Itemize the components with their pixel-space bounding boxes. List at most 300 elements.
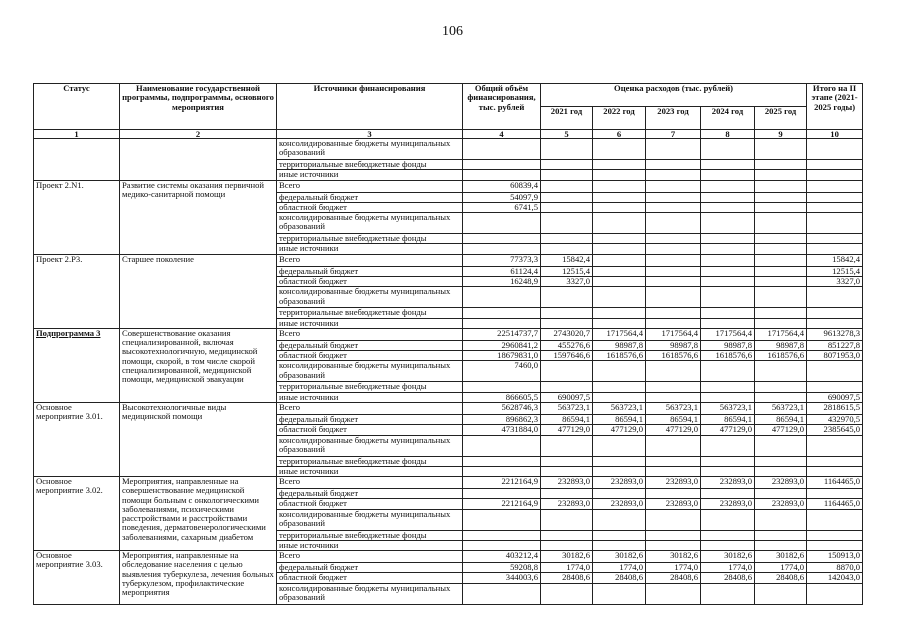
value-2025-cell: 28408,6	[755, 573, 807, 583]
funding-source-cell: федеральный бюджет	[277, 266, 463, 276]
value-2023-cell	[646, 361, 701, 382]
stage-total-cell	[807, 308, 863, 318]
value-2024-cell: 30182,6	[701, 551, 755, 563]
value-2021-cell	[541, 435, 593, 456]
total-cell: 344003,6	[463, 573, 541, 583]
value-2023-cell: 232893,0	[646, 477, 701, 489]
table-row	[34, 402, 863, 414]
value-2022-cell: 232893,0	[593, 499, 646, 509]
column-number: 9	[755, 130, 807, 139]
value-2025-cell	[755, 160, 807, 170]
value-2024-cell	[701, 509, 755, 530]
stage-total-cell	[807, 361, 863, 382]
value-2022-cell: 86594,1	[593, 414, 646, 424]
value-2024-cell: 232893,0	[701, 499, 755, 509]
value-2022-cell	[593, 308, 646, 318]
funding-source-cell: областной бюджет	[277, 351, 463, 361]
header-total: Общий объём финансирования, тыс. рублей	[463, 84, 541, 130]
total-cell: 7460,0	[463, 361, 541, 382]
value-2025-cell	[755, 266, 807, 276]
value-2023-cell	[646, 244, 701, 254]
program-name-cell: Совершенствование оказания специализированной, включая высокотехнологичную, медицинской помощи, скорой, в том числе скорой специализированной, медицинской помощи, медицинской эвакуации	[120, 328, 277, 402]
value-2025-cell	[755, 244, 807, 254]
stage-total-cell	[807, 213, 863, 234]
stage-total-cell: 690097,5	[807, 392, 863, 402]
funding-source-cell: областной бюджет	[277, 276, 463, 286]
stage-total-cell: 1164465,0	[807, 477, 863, 489]
total-cell	[463, 160, 541, 170]
value-2024-cell	[701, 456, 755, 466]
value-2021-cell: 477129,0	[541, 425, 593, 435]
stage-total-cell: 3327,0	[807, 276, 863, 286]
value-2023-cell	[646, 160, 701, 170]
stage-total-cell: 15842,4	[807, 254, 863, 266]
value-2025-cell: 86594,1	[755, 414, 807, 424]
value-2023-cell	[646, 382, 701, 392]
value-2023-cell: 563723,1	[646, 402, 701, 414]
total-cell	[463, 287, 541, 308]
value-2021-cell	[541, 139, 593, 160]
value-2025-cell	[755, 466, 807, 476]
funding-source-cell: иные источники	[277, 318, 463, 328]
total-cell: 54097,9	[463, 192, 541, 202]
header-2021: 2021 год	[541, 107, 593, 130]
column-number: 10	[807, 130, 863, 139]
funding-source-cell: консолидированные бюджеты муниципальных образований	[277, 435, 463, 456]
value-2022-cell	[593, 456, 646, 466]
value-2023-cell	[646, 392, 701, 402]
stage-total-cell	[807, 318, 863, 328]
total-cell: 61124,4	[463, 266, 541, 276]
value-2021-cell: 28408,6	[541, 573, 593, 583]
total-cell	[463, 435, 541, 456]
value-2021-cell	[541, 466, 593, 476]
value-2021-cell	[541, 540, 593, 550]
value-2025-cell	[755, 254, 807, 266]
value-2023-cell	[646, 456, 701, 466]
value-2025-cell	[755, 234, 807, 244]
value-2022-cell: 477129,0	[593, 425, 646, 435]
funding-source-cell: консолидированные бюджеты муниципальных образований	[277, 213, 463, 234]
total-cell	[463, 530, 541, 540]
value-2022-cell	[593, 234, 646, 244]
value-2022-cell: 232893,0	[593, 477, 646, 489]
stage-total-cell	[807, 139, 863, 160]
value-2023-cell	[646, 202, 701, 212]
stage-total-cell: 150913,0	[807, 551, 863, 563]
value-2023-cell	[646, 540, 701, 550]
value-2025-cell	[755, 192, 807, 202]
total-cell: 4731884,0	[463, 425, 541, 435]
value-2021-cell: 15842,4	[541, 254, 593, 266]
funding-source-cell: консолидированные бюджеты муниципальных образований	[277, 509, 463, 530]
value-2025-cell	[755, 213, 807, 234]
value-2023-cell	[646, 318, 701, 328]
value-2024-cell	[701, 489, 755, 499]
value-2023-cell	[646, 308, 701, 318]
stage-total-cell	[807, 160, 863, 170]
value-2022-cell	[593, 287, 646, 308]
total-cell: 60839,4	[463, 180, 541, 192]
funding-source-cell: областной бюджет	[277, 202, 463, 212]
value-2022-cell	[593, 160, 646, 170]
value-2024-cell: 98987,8	[701, 340, 755, 350]
value-2021-cell: 232893,0	[541, 477, 593, 489]
total-cell: 403212,4	[463, 551, 541, 563]
column-number: 2	[120, 130, 277, 139]
value-2023-cell	[646, 234, 701, 244]
value-2025-cell: 30182,6	[755, 551, 807, 563]
value-2021-cell: 563723,1	[541, 402, 593, 414]
stage-total-cell: 8071953,0	[807, 351, 863, 361]
stage-total-cell: 2818615,5	[807, 402, 863, 414]
value-2023-cell	[646, 530, 701, 540]
value-2021-cell	[541, 213, 593, 234]
stage-total-cell	[807, 435, 863, 456]
status-cell: Проект 2.N1.	[34, 180, 120, 254]
value-2022-cell: 28408,6	[593, 573, 646, 583]
value-2021-cell	[541, 361, 593, 382]
status-cell: Подпрограмма 3	[34, 328, 120, 402]
stage-total-cell	[807, 466, 863, 476]
value-2024-cell	[701, 234, 755, 244]
status-cell: Основное мероприятие 3.01.	[34, 402, 120, 476]
program-name-cell: Высокотехнологичные виды медицинской помощи	[120, 402, 277, 476]
value-2023-cell	[646, 489, 701, 499]
stage-total-cell	[807, 180, 863, 192]
column-number: 7	[646, 130, 701, 139]
value-2024-cell	[701, 287, 755, 308]
funding-source-cell: консолидированные бюджеты муниципальных образований	[277, 287, 463, 308]
value-2024-cell	[701, 254, 755, 266]
value-2021-cell	[541, 509, 593, 530]
funding-source-cell: федеральный бюджет	[277, 340, 463, 350]
stage-total-cell	[807, 509, 863, 530]
funding-source-cell: территориальные внебюджетные фонды	[277, 530, 463, 540]
value-2021-cell: 1597646,6	[541, 351, 593, 361]
program-name-cell: Мероприятия, направленные на обследование населения с целью выявления туберкулеза, лечения больных туберкулезом, профилактические мероприятия	[120, 551, 277, 605]
total-cell: 18679831,0	[463, 351, 541, 361]
value-2023-cell: 232893,0	[646, 499, 701, 509]
funding-source-cell: территориальные внебюджетные фонды	[277, 160, 463, 170]
funding-source-cell: иные источники	[277, 170, 463, 180]
status-cell: Проект 2.Р3.	[34, 254, 120, 328]
value-2023-cell	[646, 276, 701, 286]
stage-total-cell: 9613278,3	[807, 328, 863, 340]
value-2021-cell	[541, 382, 593, 392]
stage-total-cell	[807, 244, 863, 254]
value-2023-cell	[646, 170, 701, 180]
value-2023-cell	[646, 583, 701, 604]
total-cell: 5628746,3	[463, 402, 541, 414]
value-2024-cell	[701, 160, 755, 170]
header-2022: 2022 год	[593, 107, 646, 130]
table-row	[34, 551, 863, 563]
header-stage-total: Итого на II этапе (2021-2025 годы)	[807, 84, 863, 130]
value-2022-cell: 1618576,6	[593, 351, 646, 361]
total-cell	[463, 382, 541, 392]
value-2025-cell: 232893,0	[755, 499, 807, 509]
value-2021-cell	[541, 318, 593, 328]
value-2021-cell	[541, 192, 593, 202]
value-2025-cell	[755, 170, 807, 180]
stage-total-cell: 2385645,0	[807, 425, 863, 435]
table-row	[34, 254, 863, 266]
value-2021-cell: 232893,0	[541, 499, 593, 509]
table-row	[34, 180, 863, 192]
value-2024-cell: 28408,6	[701, 573, 755, 583]
stage-total-cell: 1164465,0	[807, 499, 863, 509]
funding-source-cell: территориальные внебюджетные фонды	[277, 234, 463, 244]
value-2021-cell	[541, 234, 593, 244]
stage-total-cell	[807, 202, 863, 212]
value-2025-cell	[755, 180, 807, 192]
value-2024-cell	[701, 180, 755, 192]
value-2025-cell	[755, 456, 807, 466]
total-cell	[463, 308, 541, 318]
value-2025-cell	[755, 276, 807, 286]
value-2022-cell	[593, 392, 646, 402]
value-2021-cell	[541, 530, 593, 540]
value-2021-cell	[541, 287, 593, 308]
value-2023-cell	[646, 180, 701, 192]
value-2022-cell: 1717564,4	[593, 328, 646, 340]
total-cell	[463, 540, 541, 550]
status-cell	[34, 139, 120, 181]
stage-total-cell	[807, 583, 863, 604]
total-cell	[463, 213, 541, 234]
total-cell	[463, 139, 541, 160]
total-cell: 22514737,7	[463, 328, 541, 340]
funding-source-cell: иные источники	[277, 540, 463, 550]
funding-source-cell: территориальные внебюджетные фонды	[277, 308, 463, 318]
value-2021-cell: 455276,6	[541, 340, 593, 350]
value-2025-cell: 1717564,4	[755, 328, 807, 340]
value-2022-cell	[593, 382, 646, 392]
funding-source-cell: иные источники	[277, 466, 463, 476]
total-cell: 6741,5	[463, 202, 541, 212]
funding-source-cell: территориальные внебюджетные фонды	[277, 382, 463, 392]
total-cell	[463, 583, 541, 604]
value-2022-cell: 1774,0	[593, 563, 646, 573]
total-cell	[463, 244, 541, 254]
funding-source-cell: федеральный бюджет	[277, 414, 463, 424]
value-2023-cell: 1618576,6	[646, 351, 701, 361]
value-2024-cell	[701, 466, 755, 476]
value-2025-cell	[755, 202, 807, 212]
value-2024-cell	[701, 202, 755, 212]
column-number-row	[34, 130, 863, 139]
value-2022-cell	[593, 213, 646, 234]
total-cell: 2960841,2	[463, 340, 541, 350]
total-cell: 16248,9	[463, 276, 541, 286]
value-2025-cell	[755, 139, 807, 160]
value-2022-cell: 98987,8	[593, 340, 646, 350]
value-2022-cell	[593, 170, 646, 180]
stage-total-cell	[807, 170, 863, 180]
value-2024-cell	[701, 435, 755, 456]
funding-source-cell: консолидированные бюджеты муниципальных образований	[277, 583, 463, 604]
value-2021-cell	[541, 160, 593, 170]
total-cell: 59208,8	[463, 563, 541, 573]
value-2022-cell: 563723,1	[593, 402, 646, 414]
value-2025-cell	[755, 583, 807, 604]
status-cell: Основное мероприятие 3.03.	[34, 551, 120, 605]
stage-total-cell	[807, 287, 863, 308]
header-2024: 2024 год	[701, 107, 755, 130]
table-body	[34, 139, 863, 605]
value-2022-cell	[593, 435, 646, 456]
program-name-cell: Старшее поколение	[120, 254, 277, 328]
value-2023-cell: 477129,0	[646, 425, 701, 435]
funding-source-cell: Всего	[277, 254, 463, 266]
value-2021-cell	[541, 180, 593, 192]
value-2023-cell	[646, 435, 701, 456]
value-2025-cell	[755, 530, 807, 540]
value-2022-cell	[593, 266, 646, 276]
value-2021-cell	[541, 308, 593, 318]
table-row	[34, 477, 863, 489]
value-2024-cell	[701, 139, 755, 160]
value-2024-cell: 1774,0	[701, 563, 755, 573]
stage-total-cell	[807, 192, 863, 202]
value-2024-cell	[701, 276, 755, 286]
value-2024-cell: 232893,0	[701, 477, 755, 489]
value-2025-cell	[755, 489, 807, 499]
column-number: 6	[593, 130, 646, 139]
value-2025-cell	[755, 382, 807, 392]
value-2024-cell	[701, 244, 755, 254]
value-2023-cell: 86594,1	[646, 414, 701, 424]
value-2025-cell	[755, 361, 807, 382]
value-2021-cell: 1774,0	[541, 563, 593, 573]
table-row	[34, 139, 863, 160]
table-row	[34, 328, 863, 340]
value-2023-cell	[646, 266, 701, 276]
total-cell	[463, 234, 541, 244]
value-2025-cell	[755, 318, 807, 328]
total-cell: 866605,5	[463, 392, 541, 402]
value-2022-cell	[593, 509, 646, 530]
value-2022-cell	[593, 318, 646, 328]
funding-source-cell: Всего	[277, 180, 463, 192]
value-2023-cell: 1774,0	[646, 563, 701, 573]
value-2022-cell	[593, 244, 646, 254]
value-2022-cell	[593, 583, 646, 604]
value-2022-cell	[593, 540, 646, 550]
value-2024-cell	[701, 213, 755, 234]
value-2025-cell: 98987,8	[755, 340, 807, 350]
value-2023-cell: 98987,8	[646, 340, 701, 350]
funding-source-cell: областной бюджет	[277, 573, 463, 583]
value-2025-cell	[755, 540, 807, 550]
value-2021-cell	[541, 456, 593, 466]
value-2023-cell	[646, 192, 701, 202]
value-2022-cell	[593, 180, 646, 192]
value-2022-cell	[593, 276, 646, 286]
total-cell	[463, 466, 541, 476]
funding-source-cell: федеральный бюджет	[277, 563, 463, 573]
value-2024-cell	[701, 583, 755, 604]
value-2021-cell	[541, 244, 593, 254]
value-2022-cell	[593, 139, 646, 160]
value-2023-cell: 28408,6	[646, 573, 701, 583]
stage-total-cell	[807, 234, 863, 244]
value-2021-cell	[541, 202, 593, 212]
value-2022-cell	[593, 202, 646, 212]
stage-total-cell	[807, 456, 863, 466]
funding-source-cell: территориальные внебюджетные фонды	[277, 456, 463, 466]
value-2025-cell	[755, 308, 807, 318]
header-2025: 2025 год	[755, 107, 807, 130]
status-cell: Основное мероприятие 3.02.	[34, 477, 120, 551]
value-2024-cell: 86594,1	[701, 414, 755, 424]
stage-total-cell: 8870,0	[807, 563, 863, 573]
value-2022-cell: 30182,6	[593, 551, 646, 563]
value-2024-cell	[701, 540, 755, 550]
page-number: 106	[442, 24, 463, 39]
value-2025-cell: 477129,0	[755, 425, 807, 435]
value-2024-cell	[701, 318, 755, 328]
funding-source-cell: Всего	[277, 402, 463, 414]
value-2021-cell: 2743020,7	[541, 328, 593, 340]
total-cell: 2212164,9	[463, 499, 541, 509]
value-2024-cell: 477129,0	[701, 425, 755, 435]
header-2023: 2023 год	[646, 107, 701, 130]
stage-total-cell: 851227,8	[807, 340, 863, 350]
stage-total-cell	[807, 382, 863, 392]
stage-total-cell: 142043,0	[807, 573, 863, 583]
total-cell: 896862,3	[463, 414, 541, 424]
value-2022-cell	[593, 466, 646, 476]
value-2022-cell	[593, 530, 646, 540]
value-2023-cell	[646, 139, 701, 160]
value-2023-cell	[646, 213, 701, 234]
header-program: Наименование государственной программы, подпрограммы, основного мероприятия	[120, 84, 277, 130]
value-2022-cell	[593, 192, 646, 202]
value-2023-cell	[646, 254, 701, 266]
financing-table	[33, 83, 863, 605]
value-2024-cell	[701, 361, 755, 382]
stage-total-cell	[807, 540, 863, 550]
value-2024-cell: 563723,1	[701, 402, 755, 414]
total-cell	[463, 509, 541, 530]
value-2025-cell	[755, 435, 807, 456]
funding-source-cell: федеральный бюджет	[277, 489, 463, 499]
program-name-cell: Мероприятия, направленные на совершенствование медицинской помощи больным с онкологическими заболеваниями, психическими расстройствами и расстройствами поведения, дерматовенерологическими заболеваниями, сахарным диабетом	[120, 477, 277, 551]
stage-total-cell	[807, 489, 863, 499]
funding-source-cell: Всего	[277, 328, 463, 340]
stage-total-cell	[807, 530, 863, 540]
value-2025-cell: 1618576,6	[755, 351, 807, 361]
value-2022-cell	[593, 361, 646, 382]
funding-source-cell: федеральный бюджет	[277, 192, 463, 202]
funding-source-cell: иные источники	[277, 244, 463, 254]
value-2025-cell	[755, 392, 807, 402]
header-estimate: Оценка расходов (тыс. рублей)	[541, 84, 807, 107]
program-name-cell: Развитие системы оказания первичной медико-санитарной помощи	[120, 180, 277, 254]
value-2024-cell: 1618576,6	[701, 351, 755, 361]
total-cell	[463, 170, 541, 180]
funding-source-cell: областной бюджет	[277, 425, 463, 435]
total-cell	[463, 456, 541, 466]
column-number: 3	[277, 130, 463, 139]
value-2025-cell	[755, 509, 807, 530]
value-2023-cell	[646, 287, 701, 308]
program-name-cell	[120, 139, 277, 181]
value-2025-cell: 232893,0	[755, 477, 807, 489]
value-2024-cell	[701, 266, 755, 276]
